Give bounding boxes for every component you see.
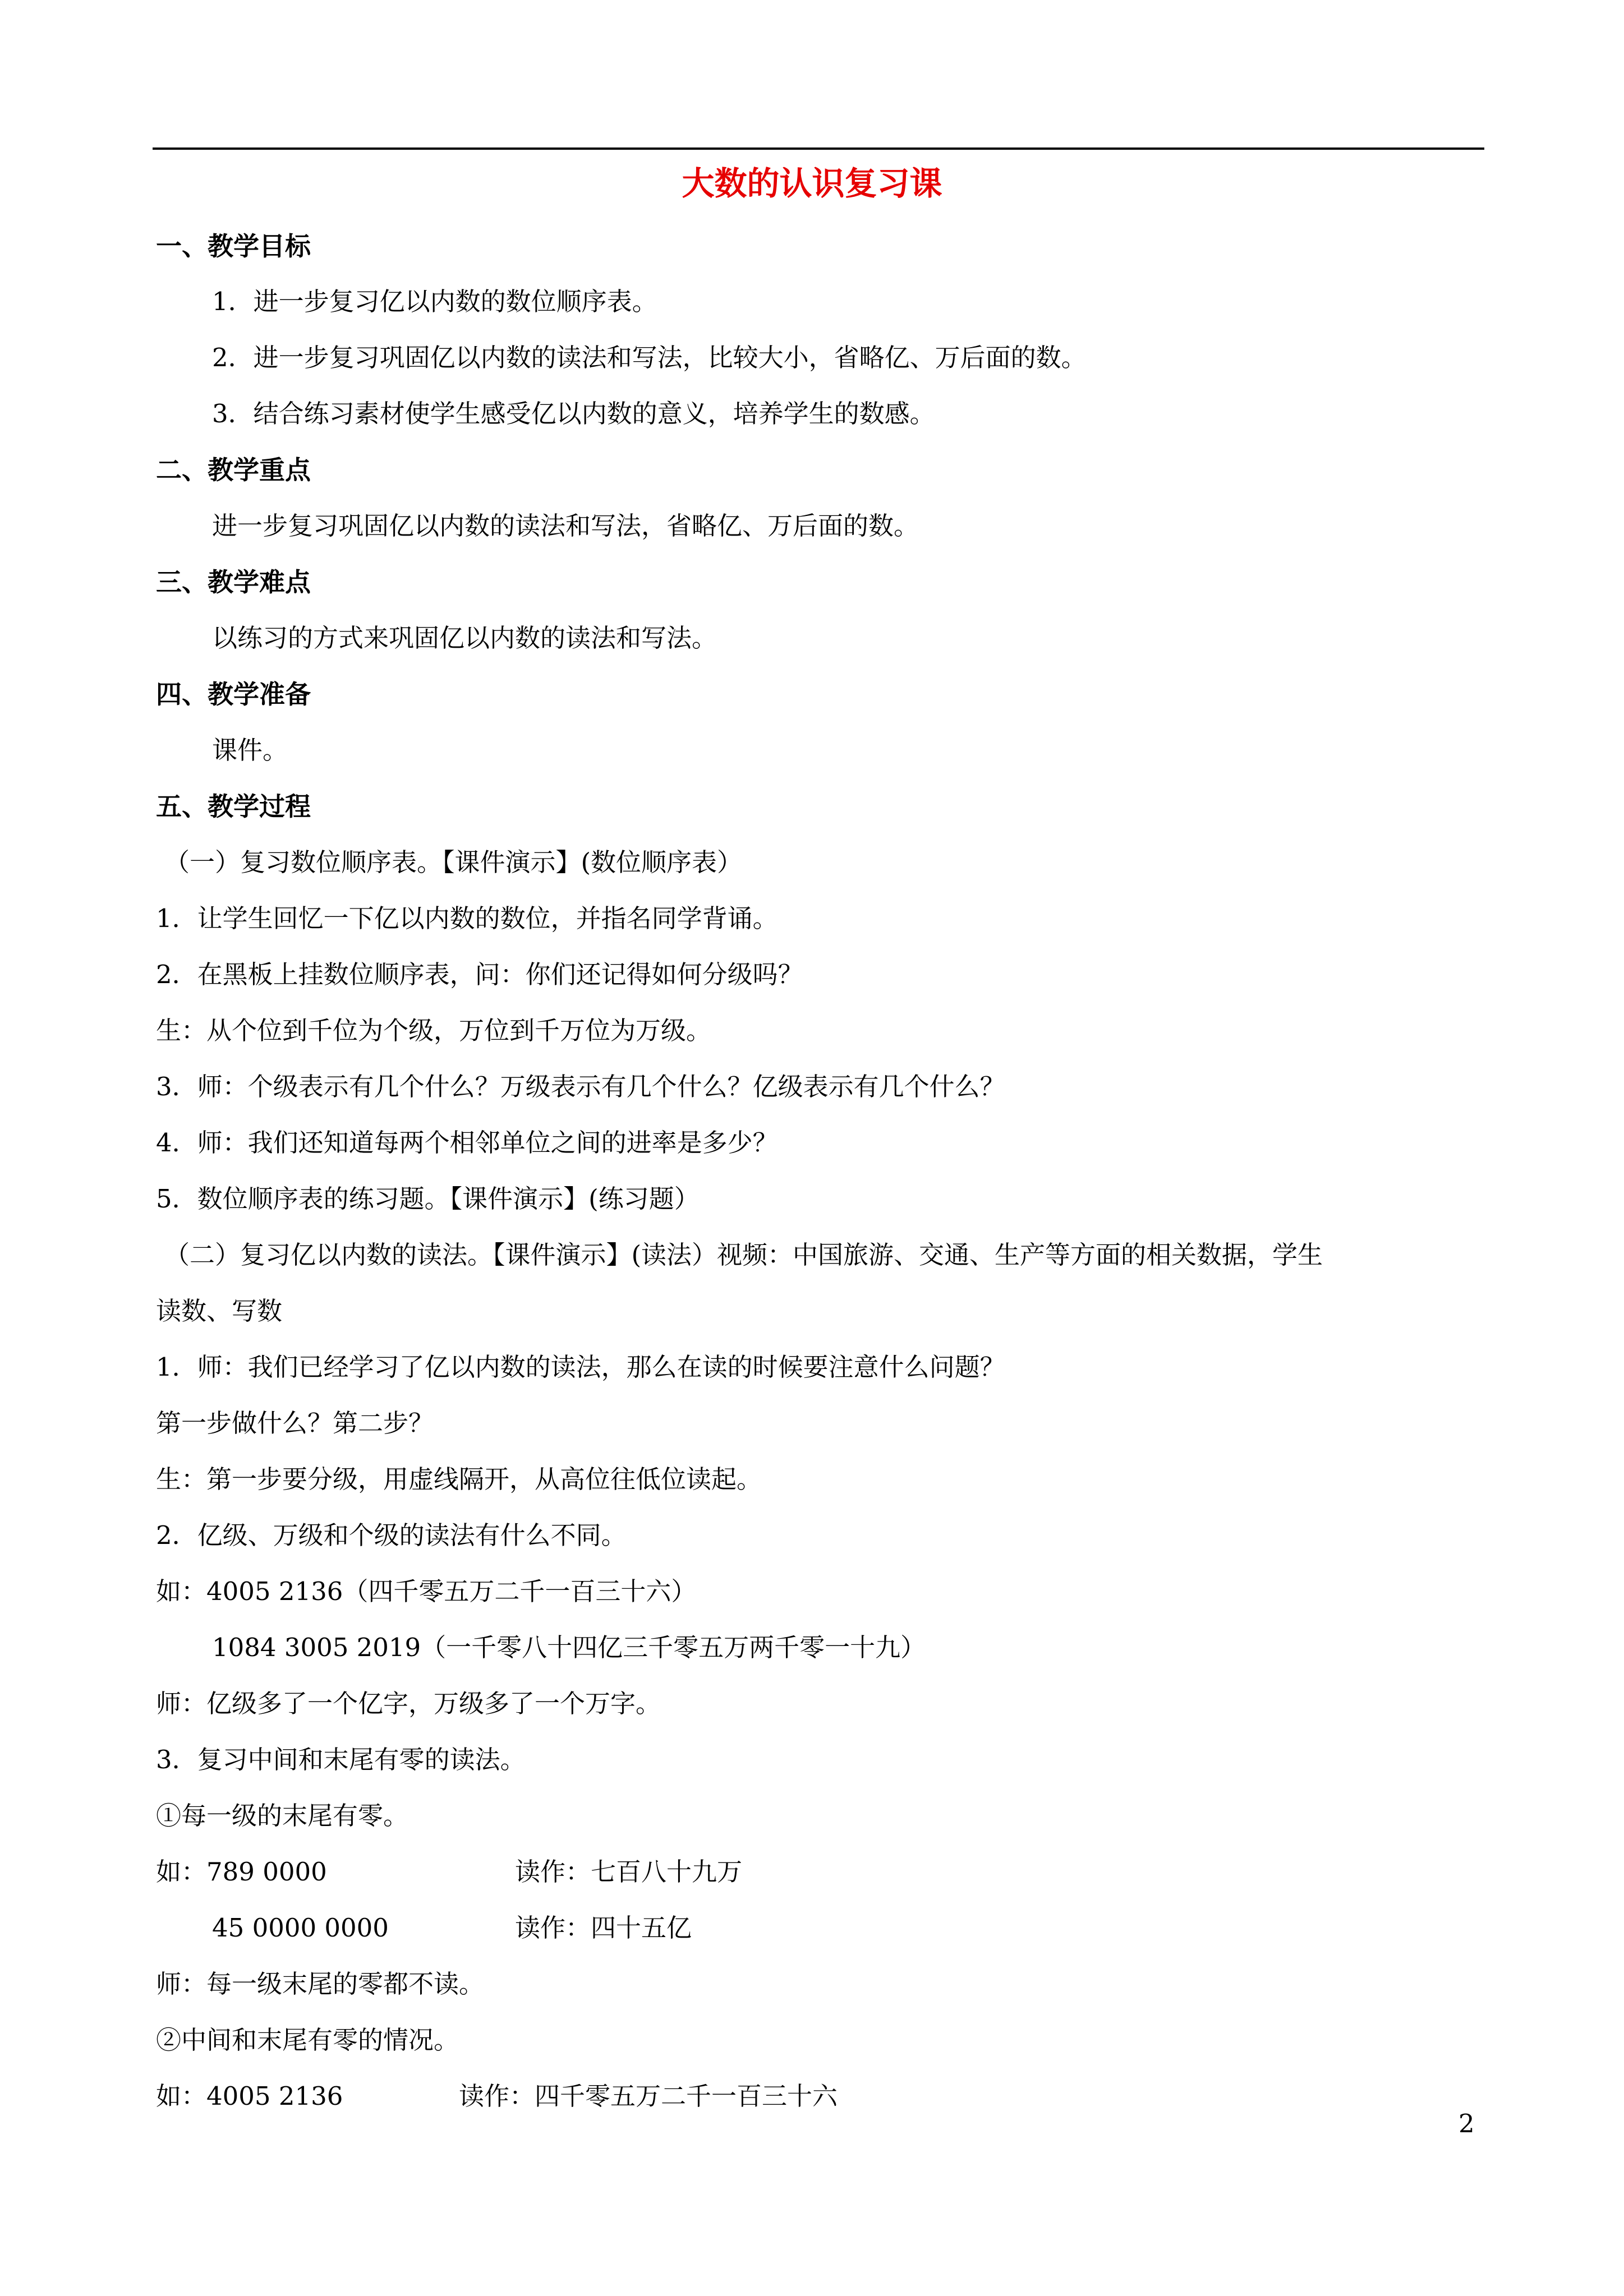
paragraph: 3．复习中间和末尾有零的读法。 xyxy=(156,1745,526,1774)
paragraph: 5．数位顺序表的练习题。【课件演示】(练习题） xyxy=(156,1184,700,1214)
paragraph: 4．师：我们还知道每两个相邻单位之间的进率是多少？ xyxy=(156,1128,778,1158)
header-rule xyxy=(153,147,1484,150)
document-title: 大数的认识复习课 xyxy=(682,164,942,202)
paragraph: （二）复习亿以内数的读法。【课件演示】(读法）视频：中国旅游、交通、生产等方面的相关数据，学生 xyxy=(164,1240,1323,1270)
section-heading-difficulty: 三、教学难点 xyxy=(156,567,311,597)
example-reading: 读作：四十五亿 xyxy=(515,1913,692,1943)
paragraph: 2．进一步复习巩固亿以内数的读法和写法，比较大小，省略亿、万后面的数。 xyxy=(212,343,1087,372)
paragraph: 师：亿级多了一个亿字，万级多了一个万字。 xyxy=(156,1689,661,1718)
paragraph: 如：4005 2136（四千零五万二千一百三十六） xyxy=(156,1576,697,1606)
paragraph: 读数、写数 xyxy=(156,1296,283,1326)
paragraph: 3．师：个级表示有几个什么？万级表示有几个什么？亿级表示有几个什么？ xyxy=(156,1072,1005,1101)
paragraph: 1．进一步复习亿以内数的数位顺序表。 xyxy=(212,287,657,316)
section-heading-focus: 二、教学重点 xyxy=(156,455,311,485)
paragraph: 课件。 xyxy=(212,735,288,765)
example-number: 45 0000 0000 xyxy=(212,1913,389,1943)
section-heading-preparation: 四、教学准备 xyxy=(156,679,311,709)
page-number: 2 xyxy=(1459,2109,1475,2138)
paragraph: 1084 3005 2019（一千零八十四亿三千零五万两千零一十九） xyxy=(212,1633,926,1662)
example-reading: 读作：四千零五万二千一百三十六 xyxy=(459,2081,838,2111)
paragraph: 1．让学生回忆一下亿以内数的数位，并指名同学背诵。 xyxy=(156,903,778,933)
example-number: 如：789 0000 xyxy=(156,1857,327,1887)
paragraph: 生：第一步要分级，用虚线隔开，从高位往低位读起。 xyxy=(156,1464,762,1494)
paragraph: 1．师：我们已经学习了亿以内数的读法，那么在读的时候要注意什么问题？ xyxy=(156,1352,1005,1382)
section-heading-goals: 一、教学目标 xyxy=(156,231,311,261)
paragraph: （一）复习数位顺序表。【课件演示】(数位顺序表） xyxy=(164,847,743,877)
example-reading: 读作：七百八十九万 xyxy=(515,1857,743,1887)
paragraph: 2．在黑板上挂数位顺序表，问：你们还记得如何分级吗？ xyxy=(156,960,803,989)
paragraph: 以练习的方式来巩固亿以内数的读法和写法。 xyxy=(212,623,717,653)
paragraph: ②中间和末尾有零的情况。 xyxy=(156,2025,459,2055)
paragraph: ①每一级的末尾有零。 xyxy=(156,1801,409,1831)
paragraph: 师：每一级末尾的零都不读。 xyxy=(156,1969,485,1999)
paragraph: 2．亿级、万级和个级的读法有什么不同。 xyxy=(156,1520,627,1550)
section-heading-process: 五、教学过程 xyxy=(156,791,311,822)
example-number: 如：4005 2136 xyxy=(156,2081,343,2111)
paragraph: 进一步复习巩固亿以内数的读法和写法，省略亿、万后面的数。 xyxy=(212,511,919,541)
paragraph: 3．结合练习素材使学生感受亿以内数的意义，培养学生的数感。 xyxy=(212,399,935,428)
paragraph: 生：从个位到千位为个级，万位到千万位为万级。 xyxy=(156,1016,712,1045)
paragraph: 第一步做什么？第二步？ xyxy=(156,1408,434,1438)
